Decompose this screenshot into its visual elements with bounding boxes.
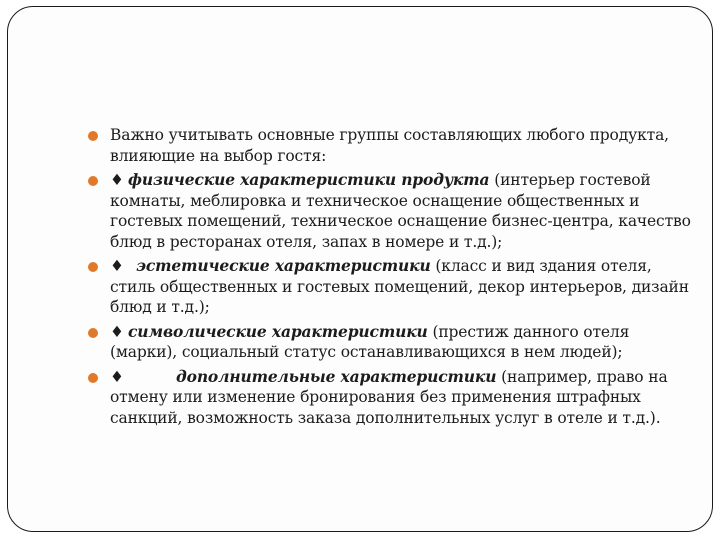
slide-frame xyxy=(7,6,713,532)
diamond-icon: ♦ xyxy=(110,257,124,275)
bullet-dot-icon xyxy=(88,176,98,186)
bullet-text: (класс и вид здания отеля, стиль общественных и гостевых помещений, декор интерьеров, дизайн блюд и т.д.); xyxy=(110,257,689,316)
bullet-item-aesthetic xyxy=(110,256,700,318)
diamond-icon: ♦ xyxy=(110,322,124,341)
bullet-term: эстетические характеристики xyxy=(136,256,431,275)
bullet-text: (престиж данного отеля (марки), социальный статус останавливающихся в нем людей); xyxy=(110,322,630,361)
bullet-dot-icon xyxy=(88,262,98,272)
bullet-term: дополнительные характеристики xyxy=(176,366,497,386)
bullet-term: символические характеристики xyxy=(128,321,428,341)
bullet-text: (например, право на отмену или изменение бронирования без применения штрафных санкций, возможность заказа дополнительных услуг в отеле и т.д.). xyxy=(110,367,668,427)
bullet-list xyxy=(110,125,700,432)
bullet-text: Важно учитывать основные группы составляющих любого продукта, влияющие на выбор гостя: xyxy=(110,126,669,165)
bullet-dot-icon xyxy=(88,373,98,383)
bullet-item-intro xyxy=(110,125,700,166)
bullet-dot-icon xyxy=(88,131,98,141)
bullet-item-additional xyxy=(110,367,700,429)
bullet-item-physical xyxy=(110,170,700,252)
diamond-icon: ♦ xyxy=(110,367,124,386)
bullet-text: (интерьер гостевой комнаты, меблировка и техническое оснащение общественных и гостевых помещений, техническое оснащение бизнес-центра, качество блюд в ресторанах отеля, запах в номере и т.д.); xyxy=(110,171,691,251)
diamond-icon: ♦ xyxy=(110,171,124,189)
bullet-dot-icon xyxy=(88,328,98,338)
bullet-term: физические характеристики продукта xyxy=(128,170,490,189)
bullet-item-symbolic xyxy=(110,322,700,363)
